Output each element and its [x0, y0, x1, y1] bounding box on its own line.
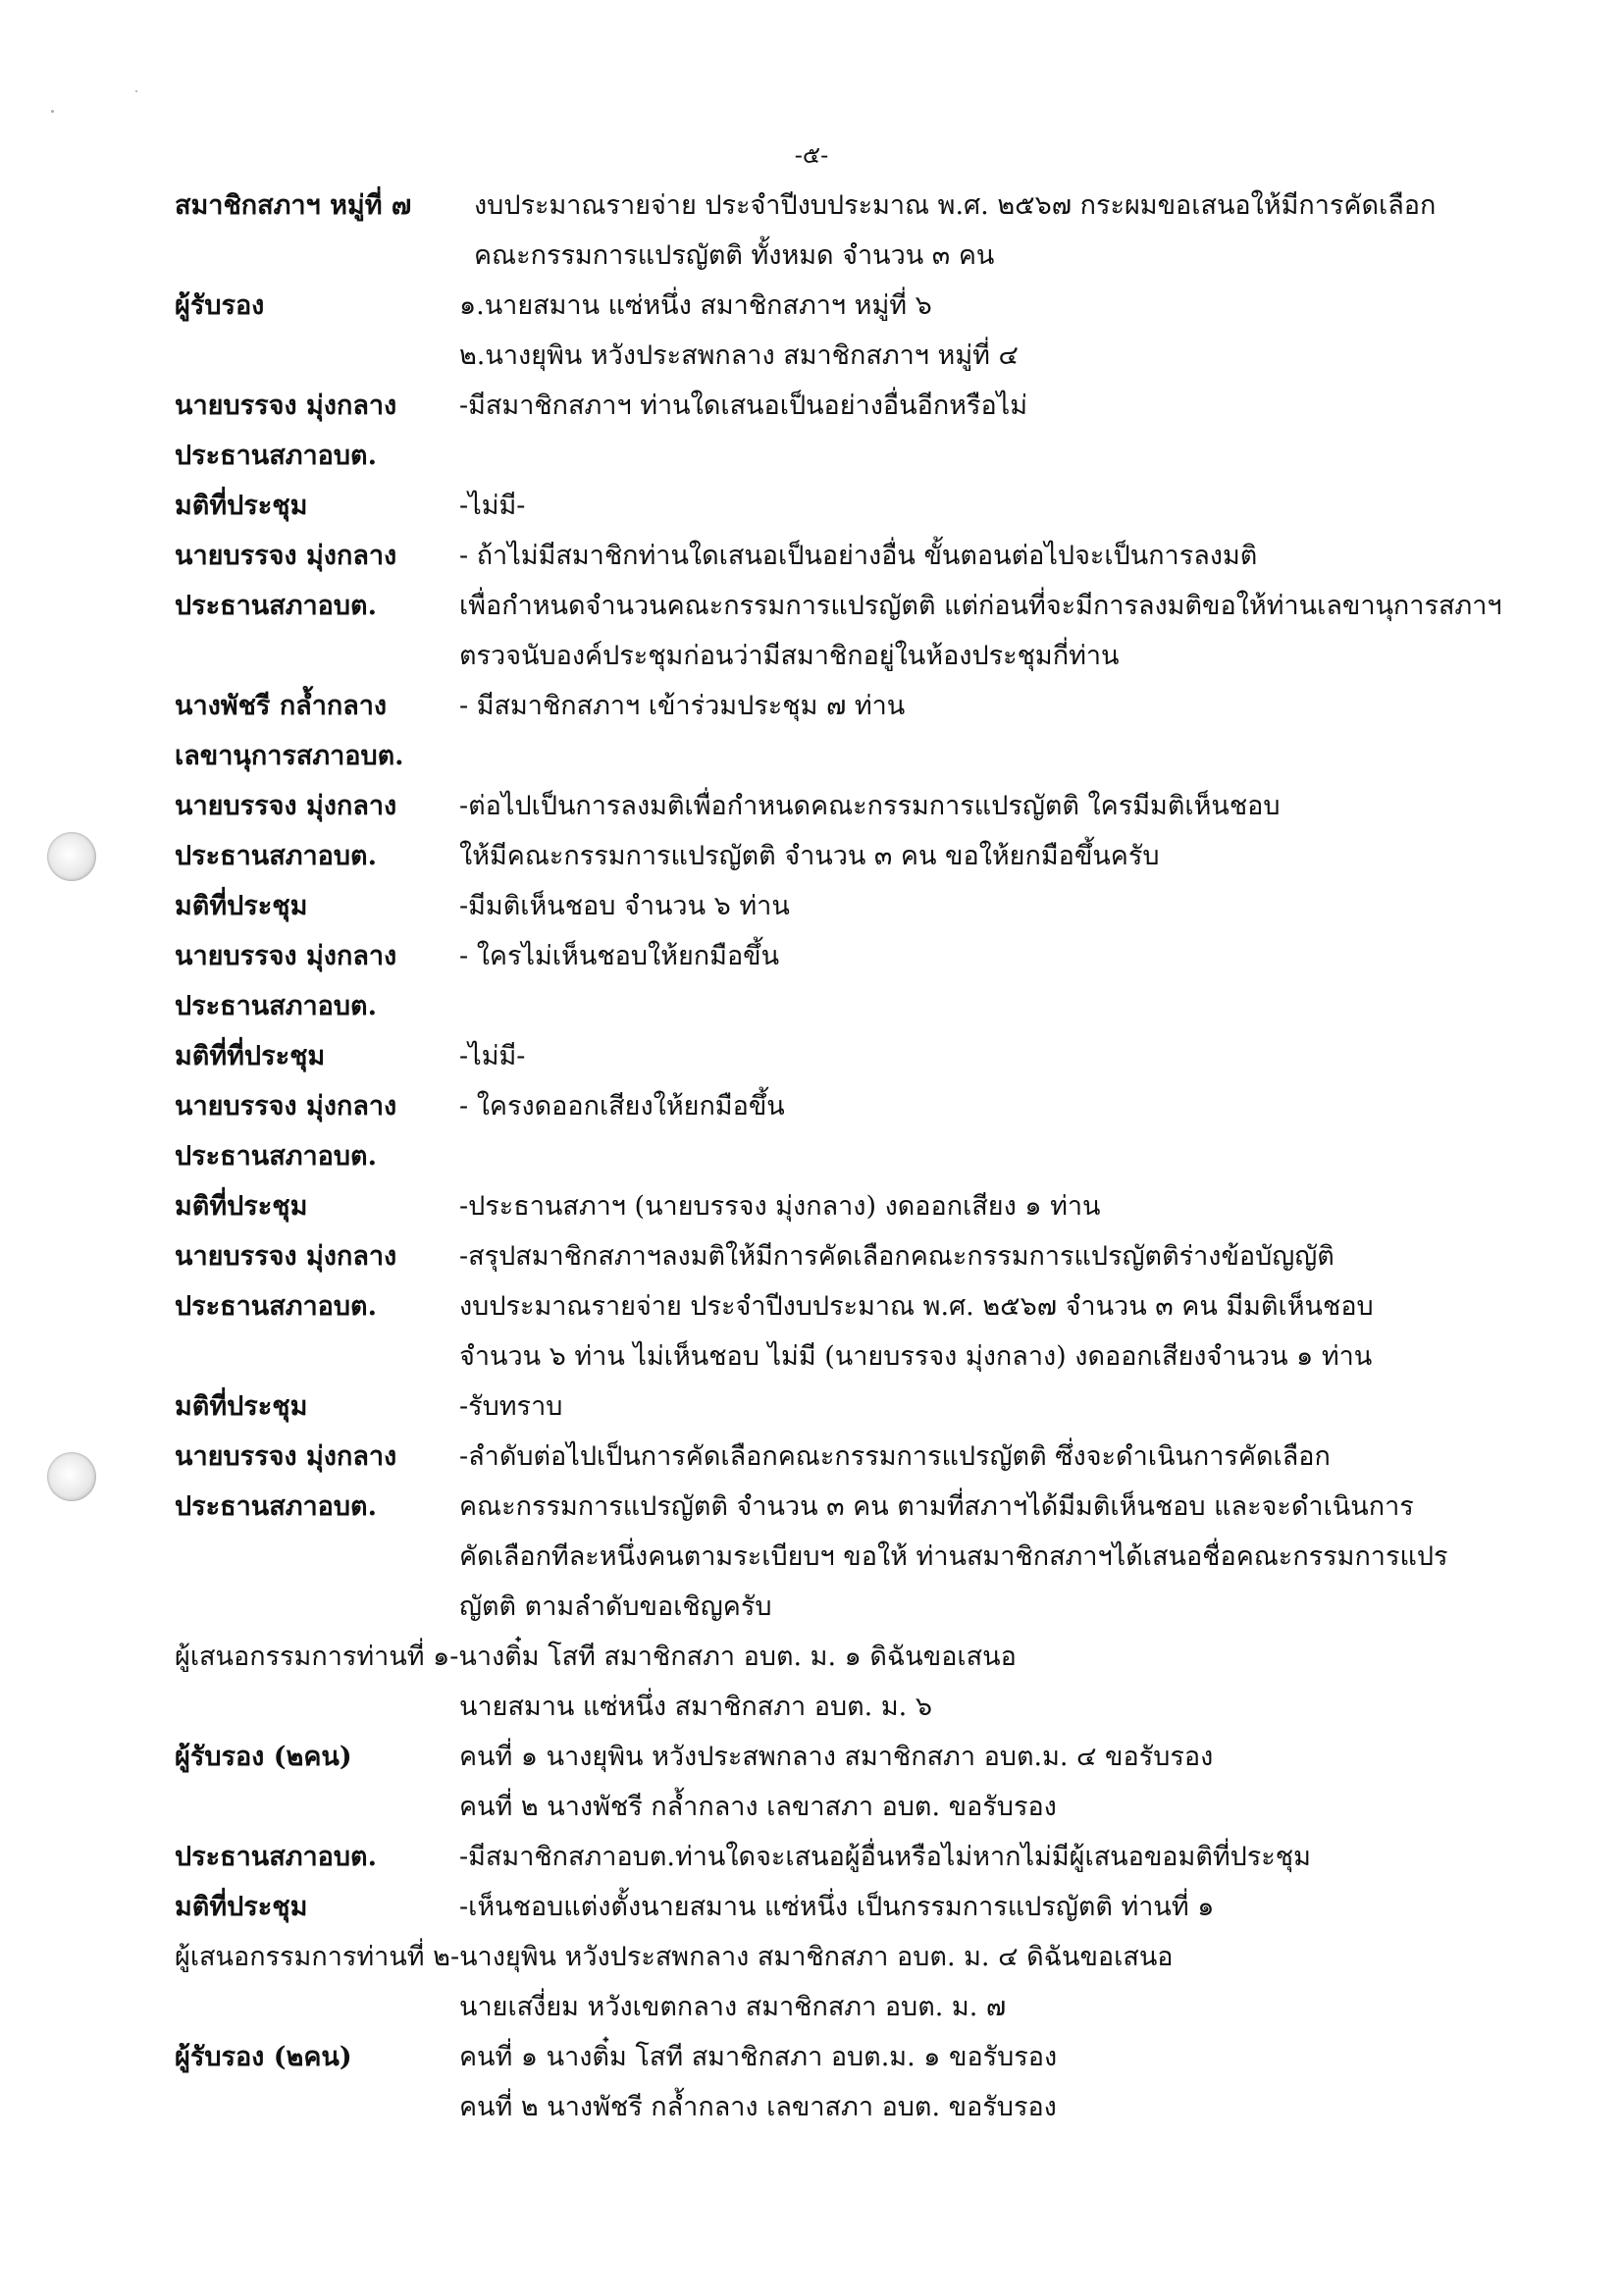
minutes-row: [175, 682, 1544, 731]
statement-text: คนที่ ๒ นางพัชรี กล้ำกลาง เลขาสภา อบต. ขอรับรอง: [459, 2092, 1057, 2122]
speaker-label: ประธานสภาอบต.: [175, 841, 377, 871]
minutes-row: [175, 1032, 1544, 1081]
speaker-label: นายบรรจง มุ่งกลาง: [175, 1441, 397, 1472]
speaker-label: สมาชิกสภาฯ หมู่ที่ ๗: [175, 190, 412, 221]
statement-text: งบประมาณรายจ่าย ประจำปีงบประมาณ พ.ศ. ๒๕๖๗ กระผมขอเสนอให้มีการคัดเลือก: [474, 190, 1437, 221]
speaker-label: นายบรรจง มุ่งกลาง: [175, 941, 397, 971]
speaker-label: มติที่ประชุม: [175, 1391, 308, 1422]
statement-text: -มีสมาชิกสภาอบต.ท่านใดจะเสนอผู้อื่นหรือไม่หากไม่มีผู้เสนอขอมติที่ประชุม: [459, 1842, 1311, 1872]
minutes-row: [175, 382, 1544, 431]
statement-text: ๑.นายสมาน แซ่หนึ่ง สมาชิกสภาฯ หมู่ที่ ๖: [459, 290, 932, 321]
speaker-label: ผู้เสนอกรรมการท่านที่ ๑-นางติ๋ม โสที สมาชิกสภา อบต. ม. ๑ ดิฉันขอเสนอ: [175, 1642, 1017, 1672]
statement-text: -ต่อไปเป็นการลงมติเพื่อกำหนดคณะกรรมการแปรญัตติ ใครมีมติเห็นชอบ: [459, 791, 1281, 821]
speaker-label: ผู้รับรอง (๒คน): [175, 2042, 352, 2072]
minutes-row: [175, 632, 1544, 681]
speaker-label: นายบรรจง มุ่งกลาง: [175, 541, 397, 571]
minutes-row: [175, 1933, 1544, 1982]
speaker-label: นายบรรจง มุ่งกลาง: [175, 391, 397, 421]
punch-hole: [47, 832, 96, 881]
minutes-row: [175, 482, 1544, 531]
statement-text: -ไม่มี-: [459, 1041, 526, 1071]
speaker-label: นายบรรจง มุ่งกลาง: [175, 1241, 397, 1272]
minutes-row: [175, 1082, 1544, 1131]
statement-text: จำนวน ๖ ท่าน ไม่เห็นชอบ ไม่มี (นายบรรจง มุ่งกลาง) งดออกเสียงจำนวน ๑ ท่าน: [459, 1341, 1373, 1372]
statement-text: -ไม่มี-: [459, 491, 526, 521]
minutes-row: [175, 1633, 1544, 1682]
minutes-row: [175, 232, 1544, 281]
statement-text: เพื่อกำหนดจำนวนคณะกรรมการแปรญัตติ แต่ก่อนที่จะมีการลงมติขอให้ท่านเลขานุการสภาฯ: [459, 591, 1502, 621]
minutes-row: [175, 1883, 1544, 1932]
minutes-row: [175, 732, 1544, 781]
statement-text: -มีสมาชิกสภาฯ ท่านใดเสนอเป็นอย่างอื่นอีกหรือไม่: [459, 391, 1028, 421]
statement-text: ให้มีคณะกรรมการแปรญัตติ จำนวน ๓ คน ขอให้ยกมือขึ้นครับ: [459, 841, 1160, 871]
statement-text: -เห็นชอบแต่งตั้งนายสมาน แซ่หนึ่ง เป็นกรรมการแปรญัตติ ท่านที่ ๑: [459, 1892, 1215, 1922]
minutes-row: [175, 932, 1544, 981]
minutes-row: [175, 1533, 1544, 1582]
minutes-row: [175, 1733, 1544, 1782]
minutes-row: [175, 1232, 1544, 1281]
statement-text: คนที่ ๒ นางพัชรี กล้ำกลาง เลขาสภา อบต. ขอรับรอง: [459, 1792, 1057, 1822]
statement-text: -ลำดับต่อไปเป็นการคัดเลือกคณะกรรมการแปรญัตติ ซึ่งจะดำเนินการคัดเลือก: [459, 1441, 1331, 1472]
minutes-row: [175, 1683, 1544, 1732]
speaker-label: ประธานสภาอบต.: [175, 991, 377, 1021]
speaker-label: ประธานสภาอบต.: [175, 1141, 377, 1172]
speaker-label: มติที่ประชุม: [175, 1892, 308, 1922]
minutes-row: [175, 1282, 1544, 1331]
speaker-label: ประธานสภาอบต.: [175, 1491, 377, 1522]
statement-text: -สรุปสมาชิกสภาฯลงมติให้มีการคัดเลือกคณะกรรมการแปรญัตติร่างข้อบัญญัติ: [459, 1241, 1335, 1272]
speaker-label: เลขานุการสภาอบต.: [175, 741, 404, 771]
minutes-row: [175, 1783, 1544, 1832]
speaker-label: มติที่ประชุม: [175, 491, 308, 521]
minutes-row: [175, 1383, 1544, 1432]
minutes-row: [175, 1182, 1544, 1231]
minutes-row: [175, 1583, 1544, 1632]
statement-text: ญัตติ ตามลำดับขอเชิญครับ: [459, 1592, 772, 1622]
statement-text: คณะกรรมการแปรญัตติ จำนวน ๓ คน ตามที่สภาฯได้มีมติเห็นชอบ และจะดำเนินการ: [459, 1491, 1414, 1522]
minutes-row: [175, 2083, 1544, 2132]
statement-text: ตรวจนับองค์ประชุมก่อนว่ามีสมาชิกอยู่ในห้องประชุมกี่ท่าน: [459, 641, 1120, 671]
minutes-row: [175, 1483, 1544, 1532]
minutes-row: [175, 282, 1544, 331]
speaker-label: ผู้รับรอง (๒คน): [175, 1742, 352, 1772]
scan-speck: [135, 90, 137, 92]
statement-text: - ใครไม่เห็นชอบให้ยกมือขึ้น: [459, 941, 780, 971]
speaker-label: มติที่ประชุม: [175, 1191, 308, 1222]
speaker-label: ประธานสภาอบต.: [175, 1291, 377, 1322]
statement-text: นายเสงี่ยม หวังเขตกลาง สมาชิกสภา อบต. ม. ๗: [459, 1992, 1007, 2022]
minutes-row: [175, 782, 1544, 831]
minutes-row: [175, 432, 1544, 481]
speaker-label: ผู้เสนอกรรมการท่านที่ ๒-นางยุพิน หวังประสพกลาง สมาชิกสภา อบต. ม. ๔ ดิฉันขอเสนอ: [175, 1942, 1174, 1972]
minutes-row: [175, 1983, 1544, 2032]
minutes-row: [175, 1132, 1544, 1181]
speaker-label: นางพัชรี กล้ำกลาง: [175, 691, 388, 721]
speaker-label: ผู้รับรอง: [175, 290, 265, 321]
speaker-label: นายบรรจง มุ่งกลาง: [175, 791, 397, 821]
scan-speck: [51, 110, 54, 113]
minutes-row: [175, 582, 1544, 631]
minutes-row: [175, 182, 1544, 231]
statement-text: - ถ้าไม่มีสมาชิกท่านใดเสนอเป็นอย่างอื่น ขั้นตอนต่อไปจะเป็นการลงมติ: [459, 541, 1258, 571]
statement-text: งบประมาณรายจ่าย ประจำปีงบประมาณ พ.ศ. ๒๕๖๗ จำนวน ๓ คน มีมติเห็นชอบ: [459, 1291, 1374, 1322]
speaker-label: มติที่ประชุม: [175, 891, 308, 921]
statement-text: - มีสมาชิกสภาฯ เข้าร่วมประชุม ๗ ท่าน: [459, 691, 906, 721]
statement-text: - ใครงดออกเสียงให้ยกมือขึ้น: [459, 1091, 785, 1122]
statement-text: คนที่ ๑ นางยุพิน หวังประสพกลาง สมาชิกสภา อบต.ม. ๔ ขอรับรอง: [459, 1742, 1214, 1772]
speaker-label: นายบรรจง มุ่งกลาง: [175, 1091, 397, 1122]
minutes-row: [175, 2033, 1544, 2082]
statement-text: นายสมาน แซ่หนึ่ง สมาชิกสภา อบต. ม. ๖: [459, 1692, 932, 1722]
minutes-row: [175, 1833, 1544, 1882]
minutes-row: [175, 1332, 1544, 1382]
minutes-row: [175, 982, 1544, 1031]
statement-text: -รับทราบ: [459, 1391, 563, 1422]
speaker-label: มติที่ที่ประชุม: [175, 1041, 326, 1071]
minutes-row: [175, 532, 1544, 581]
statement-text: คัดเลือกทีละหนึ่งคนตามระเบียบฯ ขอให้ ท่านสมาชิกสภาฯได้เสนอชื่อคณะกรรมการแปร: [459, 1541, 1448, 1572]
page-number: -๕-: [794, 141, 829, 169]
statement-text: ๒.นางยุพิน หวังประสพกลาง สมาชิกสภาฯ หมู่ที่ ๔: [459, 340, 1019, 371]
statement-text: คณะกรรมการแปรญัตติ ทั้งหมด จำนวน ๓ คน: [474, 240, 995, 271]
speaker-label: ประธานสภาอบต.: [175, 441, 377, 471]
minutes-row: [175, 1433, 1544, 1482]
statement-text: คนที่ ๑ นางติ๋ม โสที สมาชิกสภา อบต.ม. ๑ ขอรับรอง: [459, 2042, 1058, 2072]
punch-hole: [47, 1452, 96, 1501]
statement-text: -ประธานสภาฯ (นายบรรจง มุ่งกลาง) งดออกเสียง ๑ ท่าน: [459, 1191, 1101, 1222]
speaker-label: ประธานสภาอบต.: [175, 591, 377, 621]
minutes-row: [175, 882, 1544, 931]
minutes-row: [175, 832, 1544, 881]
minutes-row: [175, 332, 1544, 381]
statement-text: -มีมติเห็นชอบ จำนวน ๖ ท่าน: [459, 891, 790, 921]
speaker-label: ประธานสภาอบต.: [175, 1842, 377, 1872]
